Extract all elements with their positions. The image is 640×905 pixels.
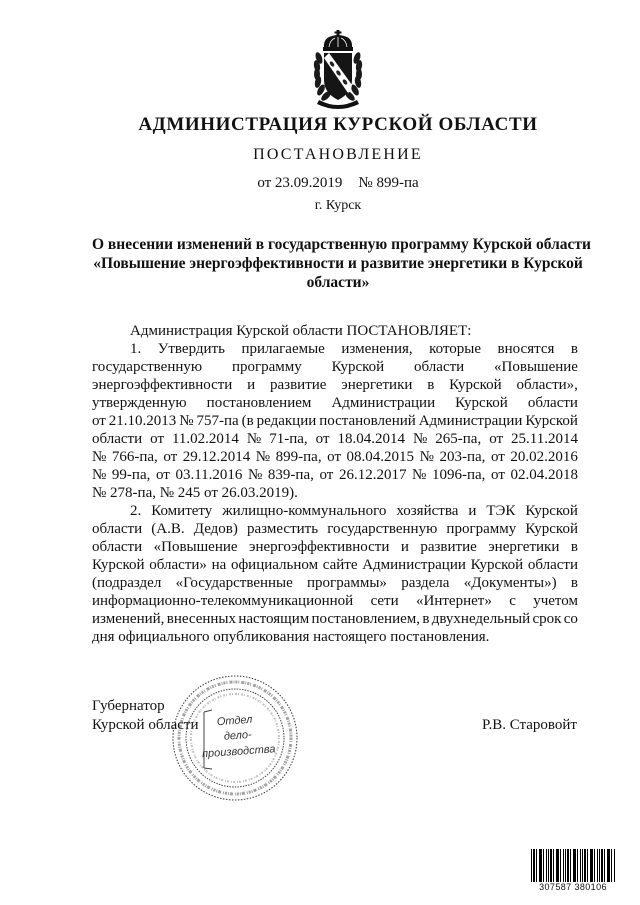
word: в xyxy=(422,611,430,627)
ribbon-icon xyxy=(317,100,359,109)
paragraph-line xyxy=(92,556,578,574)
stamp-text-line: дело- xyxy=(223,728,253,743)
word: программу xyxy=(446,521,517,537)
stamp-text-line: Отдел xyxy=(216,713,253,729)
word: Курской xyxy=(331,359,385,375)
word: в xyxy=(427,377,435,393)
word: Курской xyxy=(470,557,524,573)
document-body xyxy=(92,322,578,646)
word: области xyxy=(527,557,578,573)
word: утвержденную xyxy=(92,395,187,411)
paragraph-2 xyxy=(92,502,578,646)
word: 265-па, xyxy=(435,431,482,447)
word: энергетики xyxy=(341,377,413,393)
word: Курской xyxy=(525,503,578,519)
word: 18.04.2014 xyxy=(337,431,405,447)
word: «Интернет» xyxy=(416,593,492,609)
word: от xyxy=(315,431,330,447)
paragraph-line xyxy=(92,610,578,628)
word: № xyxy=(255,449,271,465)
word: в xyxy=(570,341,578,357)
barcode xyxy=(531,849,615,883)
document-title xyxy=(92,235,591,292)
paragraph-line xyxy=(130,502,578,520)
word: «Повышение xyxy=(153,539,238,555)
signatory-position: Губернатор xyxy=(92,698,165,714)
word: ТЭК xyxy=(486,503,516,519)
paragraph-line xyxy=(92,430,578,448)
word: 02.04.2018 xyxy=(510,467,578,483)
word: 757-па xyxy=(196,413,239,429)
word: постановлением xyxy=(206,395,312,411)
word: сайте xyxy=(322,557,358,573)
paragraph-line xyxy=(92,466,578,484)
word: 899-па, xyxy=(275,449,322,465)
word: развитие xyxy=(270,377,327,393)
paragraph-line xyxy=(92,376,578,394)
word: от xyxy=(155,467,170,483)
word: 11.02.2014 xyxy=(171,431,239,447)
title-line: О внесении изменений в государственную программу Курской области xyxy=(92,236,591,253)
word: энергоэффективности xyxy=(92,377,233,393)
word: срок xyxy=(532,611,562,627)
word: «Государственные xyxy=(175,575,293,591)
word: № xyxy=(412,467,427,483)
paragraph-line xyxy=(92,448,578,466)
word: области xyxy=(92,521,143,537)
word: Курской xyxy=(449,377,502,393)
word: области xyxy=(92,431,143,447)
title-line: «Повышение энергоэффективности и развитие энергетики в Курской xyxy=(93,255,583,272)
word: изменений, xyxy=(92,611,165,627)
word: 1096-па, xyxy=(431,467,486,483)
word: № xyxy=(92,467,107,483)
word: в xyxy=(570,539,578,555)
word: Курской xyxy=(92,557,145,573)
word: Курской xyxy=(455,395,508,411)
paragraph-line: дня официального опубликования настоящего постановления. xyxy=(92,629,490,645)
word: области xyxy=(414,359,465,375)
word: развитие xyxy=(420,539,477,555)
paragraph-line xyxy=(92,574,578,592)
word: и xyxy=(400,539,409,555)
word: Курской xyxy=(525,521,578,537)
word: настоящим xyxy=(238,611,310,627)
word: программы» xyxy=(307,575,387,591)
word: Комитету xyxy=(151,503,213,519)
word: учетом xyxy=(533,593,578,609)
word: вносятся xyxy=(497,341,555,357)
word: 03.11.2016 xyxy=(175,467,243,483)
word: Администрации xyxy=(331,395,436,411)
crown-icon xyxy=(323,30,353,51)
word: изменения, xyxy=(341,341,413,357)
word: Дедов) xyxy=(193,521,238,537)
word: 21.10.2013 xyxy=(108,413,177,429)
word: энергетики xyxy=(488,539,560,555)
paragraph-line xyxy=(92,394,578,412)
paragraph-line xyxy=(92,520,578,538)
word: Администрации xyxy=(362,557,466,573)
word: области», xyxy=(516,377,578,393)
paragraph-line xyxy=(92,412,578,430)
word: в xyxy=(570,575,578,591)
word: 71-па, xyxy=(269,431,308,447)
word: государственную xyxy=(327,521,438,537)
word: сети xyxy=(370,593,399,609)
word: (в xyxy=(241,413,254,429)
paragraph-line xyxy=(92,538,578,556)
word: на xyxy=(211,557,227,573)
word: «Повышение xyxy=(494,359,578,375)
title-line: области» xyxy=(306,274,370,291)
word: 08.04.2015 xyxy=(346,449,415,465)
word: 766-па, xyxy=(111,449,158,465)
word: № xyxy=(412,431,428,447)
paragraph-line xyxy=(92,358,578,376)
word: со xyxy=(563,611,578,627)
word: № xyxy=(248,467,263,483)
word: официальном xyxy=(230,557,319,573)
word: хозяйства xyxy=(396,503,459,519)
word: редакции xyxy=(256,413,317,429)
word: и xyxy=(468,503,477,519)
word: постановлений xyxy=(319,413,416,429)
document-number: № 899-па xyxy=(358,175,419,191)
word: и xyxy=(247,377,256,393)
word: 20.02.2016 xyxy=(510,449,578,465)
document-date: от 23.09.2019 xyxy=(257,175,343,191)
word: разместить xyxy=(247,521,319,537)
word: которые xyxy=(429,341,482,357)
word: 203-па, xyxy=(439,449,486,465)
city: г. Курск xyxy=(314,198,362,213)
word: государственную xyxy=(92,359,203,375)
word: 1. xyxy=(130,341,142,357)
word: от xyxy=(150,431,164,447)
word: от xyxy=(319,467,334,483)
paragraph-line: № 278-па, № 245 от 26.03.2019). xyxy=(92,485,298,501)
word: от xyxy=(489,431,504,447)
word: энергоэффективности xyxy=(249,539,390,555)
word: внесенных xyxy=(166,611,237,627)
paragraph-1 xyxy=(92,340,578,502)
word: от xyxy=(491,467,505,483)
word: «Документы») xyxy=(463,575,557,591)
word: № xyxy=(179,413,194,429)
word: от xyxy=(92,413,106,429)
word: постановлением, xyxy=(311,611,420,627)
word: с xyxy=(509,593,516,609)
word: Утвердить xyxy=(157,341,225,357)
word: 839-па, xyxy=(267,467,314,483)
paragraph-line xyxy=(130,340,578,358)
word: раздела xyxy=(401,575,450,591)
word: программу xyxy=(231,359,302,375)
word: 29.12.2014 xyxy=(182,449,251,465)
word: области» xyxy=(149,557,207,573)
word: 2. xyxy=(130,503,142,519)
organization-name: АДМИНИСТРАЦИЯ КУРСКОЙ ОБЛАСТИ xyxy=(138,114,538,135)
kursk-coat-of-arms-icon xyxy=(305,30,371,114)
word: прилагаемые xyxy=(241,341,325,357)
word: двухнедельный xyxy=(431,611,531,627)
word: (А.В. xyxy=(151,521,185,537)
word: 26.12.2017 xyxy=(338,467,407,483)
word: от xyxy=(490,449,505,465)
word: 25.11.2014 xyxy=(511,431,578,447)
office-stamp xyxy=(168,672,303,802)
word: № xyxy=(419,449,434,465)
stamp-text-line: производства xyxy=(201,743,276,761)
word: жилищно-коммунального xyxy=(222,503,387,519)
document-type: ПОСТАНОВЛЕНИЕ xyxy=(253,146,423,163)
word: № xyxy=(92,449,107,465)
word: от xyxy=(327,449,341,465)
word: Администрации xyxy=(418,413,523,429)
stamp-bracket xyxy=(204,710,212,769)
date-number-line xyxy=(92,174,584,192)
word: от xyxy=(163,449,178,465)
word: области xyxy=(527,395,578,411)
barcode-number: 307587 380106 xyxy=(531,882,615,893)
word: № xyxy=(246,431,262,447)
signatory-position: Курской области xyxy=(92,717,199,733)
word: 99-па, xyxy=(111,467,151,483)
word: (подраздел xyxy=(92,575,162,591)
word: Курской xyxy=(525,413,578,429)
word: области xyxy=(92,539,143,555)
word: информационно-телекоммуникационной xyxy=(92,593,354,609)
paragraph-line xyxy=(92,592,578,610)
preamble: Администрация Курской области ПОСТАНОВЛЯЕТ: xyxy=(130,323,472,339)
signatory-name: Р.В. Старовойт xyxy=(482,717,577,733)
